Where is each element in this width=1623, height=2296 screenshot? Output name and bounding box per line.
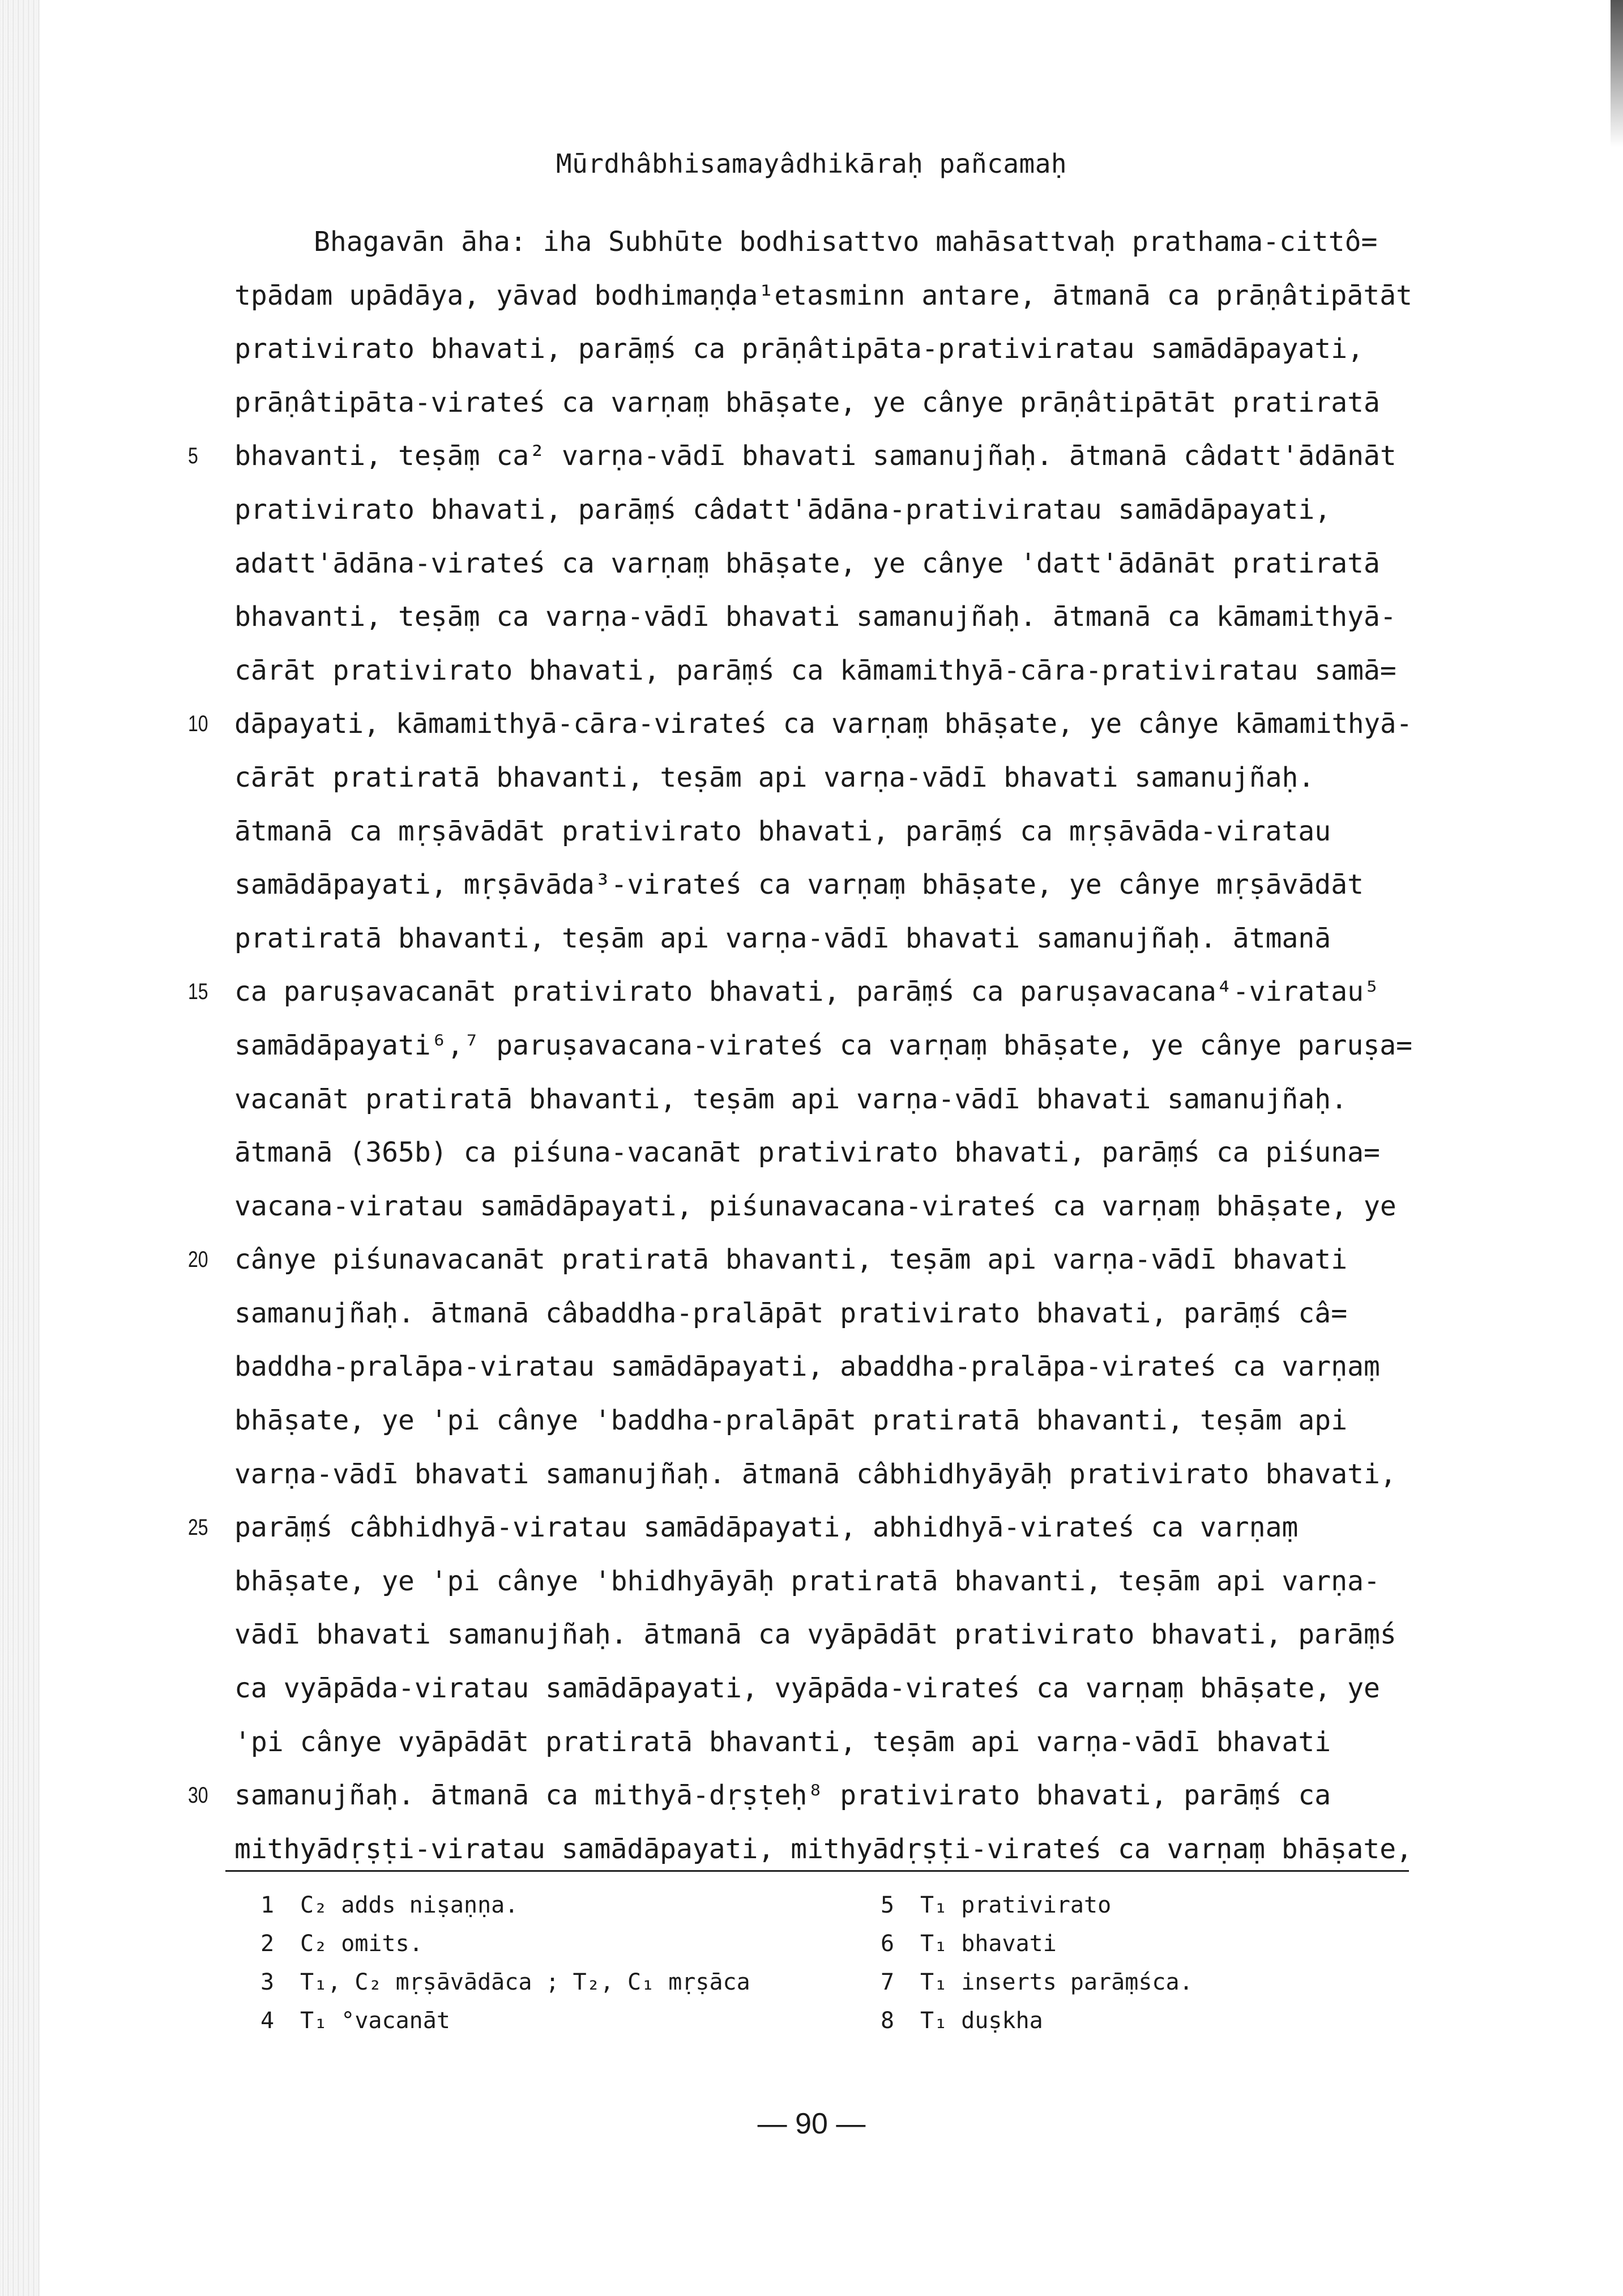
text-line: baddha-pralāpa-viratau samādāpayati, abaddha-pralāpa-virateś ca varṇaṃ bbox=[234, 1351, 1380, 1383]
footnote-rule bbox=[225, 1870, 1409, 1872]
text-line: bhāṣate, ye 'pi cânye 'bhidhyāyāḥ pratiratā bhavanti, teṣām api varṇa- bbox=[234, 1565, 1380, 1597]
footnote-text: T₁, C₂ mṛṣāvādāca ; T₂, C₁ mṛṣāca bbox=[300, 1969, 750, 1995]
text-line: cārāt prativirato bhavati, parāṃś ca kāmamithyā-cāra-prativiratau samā= bbox=[234, 654, 1396, 686]
footnotes bbox=[260, 1886, 1393, 2040]
text-line: vacana-viratau samādāpayati, piśunavacana-virateś ca varṇaṃ bhāṣate, ye bbox=[234, 1190, 1396, 1222]
text-line: 30 samanujñaḥ. ātmanā ca mithyā-dṛṣṭeḥ⁸ prativirato bhavati, parāṃś ca bbox=[234, 1769, 1412, 1823]
page-number: — 90 — bbox=[757, 2107, 866, 2140]
text-line: 10 dāpayati, kāmamithyā-cāra-virateś ca varṇaṃ bhāṣate, ye cânye kāmamithyā- bbox=[234, 697, 1412, 751]
footnote-text: T₁ duṣkha bbox=[920, 2008, 1043, 2034]
footnote-number: 6 bbox=[881, 1931, 895, 1957]
text-line: bhavanti, teṣāṃ ca varṇa-vādī bhavati samanujñaḥ. ātmanā ca kāmamithyā- bbox=[234, 601, 1396, 633]
footnote-text: T₁ inserts parāṃśca. bbox=[920, 1969, 1193, 1995]
line-number: 20 bbox=[188, 1247, 208, 1273]
line-number: 15 bbox=[188, 979, 208, 1005]
footnote bbox=[260, 1924, 423, 1963]
footnote-row bbox=[260, 1886, 1393, 1924]
footnote-text: T₁ °vacanāt bbox=[300, 2008, 450, 2034]
footnote-text: T₁ prativirato bbox=[920, 1892, 1112, 1918]
footnote bbox=[881, 1963, 1193, 2001]
text-line: prāṇâtipāta-virateś ca varṇaṃ bhāṣate, ye cânye prāṇâtipātāt pratiratā bbox=[234, 386, 1380, 419]
footnote bbox=[260, 1886, 518, 1924]
text-line: vādī bhavati samanujñaḥ. ātmanā ca vyāpādāt prativirato bhavati, parāṃś bbox=[234, 1619, 1396, 1651]
text-line: cārāt pratiratā bhavanti, teṣām api varṇa-vādī bhavati samanujñaḥ. bbox=[234, 761, 1315, 793]
line-number: 5 bbox=[188, 443, 198, 469]
footnote bbox=[260, 2001, 450, 2040]
main-text bbox=[188, 215, 1412, 1876]
scan-binding-edge bbox=[0, 0, 40, 2296]
footnote bbox=[881, 1886, 1111, 1924]
text-line: 25 parāṃś câbhidhyā-viratau samādāpayati, abhidhyā-virateś ca varṇaṃ bbox=[234, 1501, 1412, 1555]
text-line: samādāpayati, mṛṣāvāda³-virateś ca varṇaṃ bhāṣate, ye cânye mṛṣāvādāt bbox=[234, 869, 1364, 901]
footnote bbox=[260, 1963, 750, 2001]
footnote-text: C₂ omits. bbox=[300, 1931, 423, 1957]
text-line: ca vyāpāda-viratau samādāpayati, vyāpāda-virateś ca varṇaṃ bhāṣate, ye bbox=[234, 1672, 1380, 1705]
text-line: 5 bhavanti, teṣāṃ ca² varṇa-vādī bhavati samanujñaḥ. ātmanā câdatt'ādānāt bbox=[234, 429, 1412, 483]
text-line: prativirato bhavati, parāṃś ca prāṇâtipāta-prativiratau samādāpayati, bbox=[234, 333, 1364, 365]
text-line: prativirato bhavati, parāṃś câdatt'ādāna-prativiratau samādāpayati, bbox=[234, 493, 1331, 526]
text-line: adatt'ādāna-virateś ca varṇaṃ bhāṣate, ye cânye 'datt'ādānāt pratiratā bbox=[234, 547, 1380, 579]
footnote bbox=[881, 1924, 1057, 1963]
footnote-number: 3 bbox=[260, 1969, 275, 1995]
text-line: Bhagavān āha: iha Subhūte bodhisattvo mahāsattvaḥ prathama-cittô= bbox=[314, 226, 1378, 258]
text-line: bhāṣate, ye 'pi cânye 'baddha-pralāpāt pratiratā bhavanti, teṣām api bbox=[234, 1405, 1348, 1437]
text-line: ātmanā (365b) ca piśuna-vacanāt prativirato bhavati, parāṃś ca piśuna= bbox=[234, 1137, 1380, 1169]
running-header: Mūrdhâbhisamayâdhikāraḥ pañcamaḥ bbox=[556, 148, 1067, 179]
footnote-row bbox=[260, 1963, 1393, 2001]
footnote-number: 1 bbox=[260, 1892, 275, 1918]
text-line: pratiratā bhavanti, teṣām api varṇa-vādī bhavati samanujñaḥ. ātmanā bbox=[234, 922, 1331, 954]
footnote bbox=[881, 2001, 1043, 2040]
footnote-number: 2 bbox=[260, 1931, 275, 1957]
footnote-number: 4 bbox=[260, 2008, 275, 2034]
footnote-row bbox=[260, 2001, 1393, 2040]
text-line: 15 ca paruṣavacanāt prativirato bhavati, parāṃś ca paruṣavacana⁴-viratau⁵ bbox=[234, 965, 1412, 1019]
footnote-number: 8 bbox=[881, 2008, 895, 2034]
footnote-row bbox=[260, 1924, 1393, 1963]
line-number: 25 bbox=[188, 1515, 208, 1540]
text-line: vacanāt pratiratā bhavanti, teṣām api varṇa-vādī bhavati samanujñaḥ. bbox=[234, 1083, 1348, 1115]
footnote-text: C₂ adds niṣaṇṇa. bbox=[300, 1892, 519, 1918]
text-line: varṇa-vādī bhavati samanujñaḥ. ātmanā câbhidhyāyāḥ prativirato bhavati, bbox=[234, 1458, 1396, 1490]
footnote-number: 7 bbox=[881, 1969, 895, 1995]
scan-corner-shadow bbox=[1611, 0, 1623, 147]
text-line: tpādam upādāya, yāvad bodhimaṇḍa¹etasminn antare, ātmanā ca prāṇâtipātāt bbox=[234, 279, 1412, 311]
line-number: 10 bbox=[188, 711, 208, 737]
text-line: 20 cânye piśunavacanāt pratiratā bhavanti, teṣām api varṇa-vādī bhavati bbox=[234, 1233, 1412, 1287]
footnote-text: T₁ bhavati bbox=[920, 1931, 1057, 1957]
text-line: 'pi cânye vyāpādāt pratiratā bhavanti, teṣām api varṇa-vādī bhavati bbox=[234, 1726, 1331, 1758]
footnote-number: 5 bbox=[881, 1892, 895, 1918]
text-line: ātmanā ca mṛṣāvādāt prativirato bhavati, parāṃś ca mṛṣāvāda-viratau bbox=[234, 815, 1331, 847]
text-line: samanujñaḥ. ātmanā câbaddha-pralāpāt prativirato bhavati, parāṃś câ= bbox=[234, 1297, 1348, 1329]
text-line: samādāpayati⁶,⁷ paruṣavacana-virateś ca varṇaṃ bhāṣate, ye cânye paruṣa= bbox=[234, 1029, 1412, 1061]
line-number: 30 bbox=[188, 1783, 208, 1808]
text-line: mithyādṛṣṭi-viratau samādāpayati, mithyādṛṣṭi-virateś ca varṇaṃ bhāṣate, bbox=[234, 1833, 1412, 1865]
